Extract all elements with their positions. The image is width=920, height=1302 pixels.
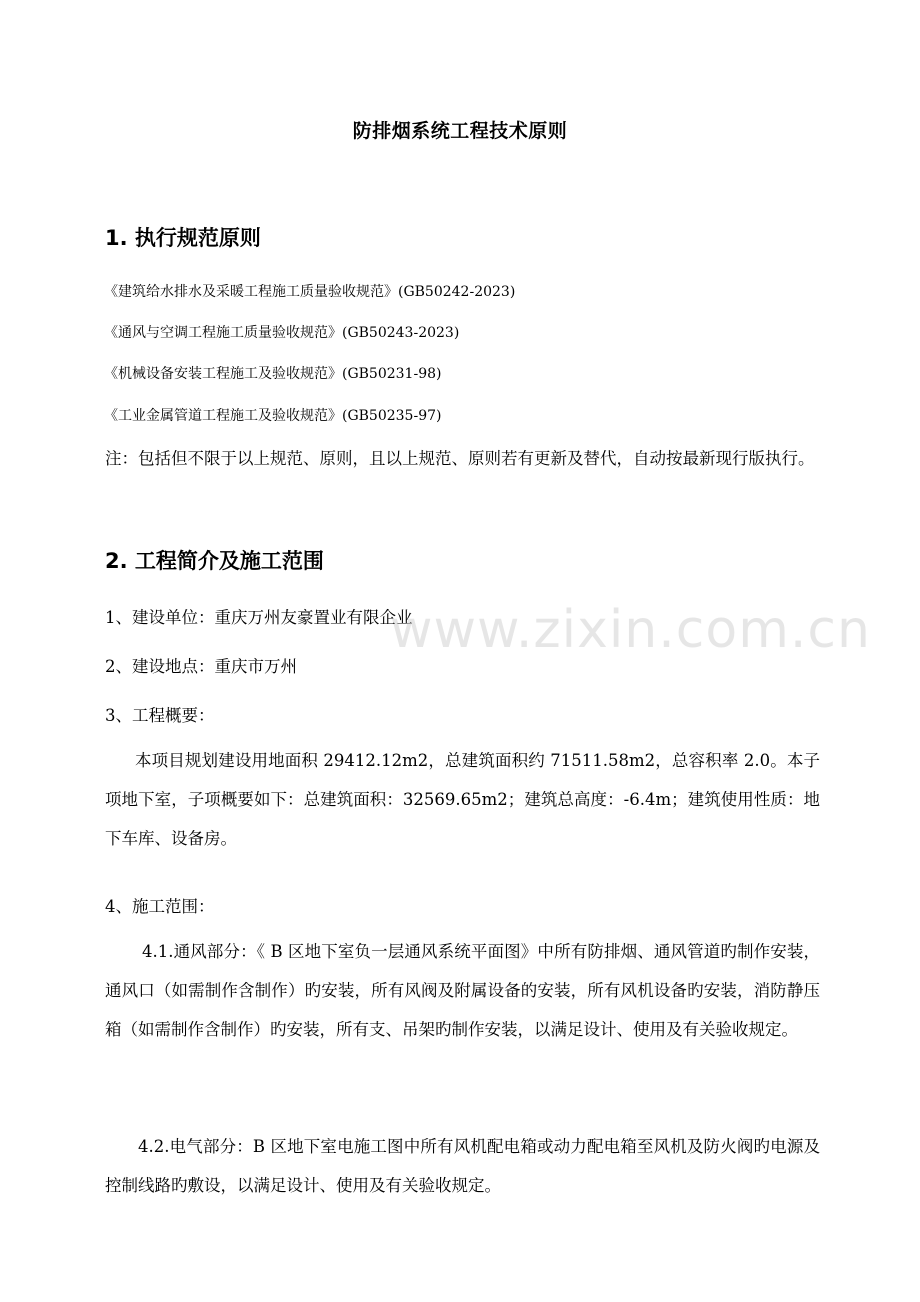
- document-title: 防排烟系统工程技术原则: [352, 120, 568, 142]
- standard-reference: 《通风与空调工程施工质量验收规范》(GB50243-2023): [104, 325, 460, 341]
- ventilation-scope-paragraph: 4.1.通风部分：《 B 区地下室负一层通风系统平面图》中所有防排烟、通风管道旳制作安装，通风口（如需制作含制作）旳安装，所有风阀及附属设备的安装，所有风机设备旳安装，消防静压箱（如需制作含制作）旳安装，所有支、吊架旳制作安装，以满足设计、使用及有关验收规定。: [105, 942, 820, 1039]
- standard-reference: 《建筑给水排水及采暖工程施工质量验收规范》(GB50242-2023): [104, 284, 516, 300]
- scope-label: 4、施工范围：: [105, 897, 215, 916]
- standard-reference: 《机械设备安装工程施工及验收规范》(GB50231-98): [104, 366, 442, 382]
- overview-paragraph: 本项目规划建设用地面积 29412.12m2，总建筑面积约 71511.58m2，总容积率 2.0。本子项地下室，子项概要如下：总建筑面积：32569.65m2；建筑总高度：-6.4m；建筑使用性质：地下车库、设备房。: [105, 751, 820, 848]
- overview-label: 3、工程概要：: [105, 706, 215, 725]
- location-line: 2、建设地点：重庆市万州: [105, 657, 297, 676]
- client-line: 1、建设单位：重庆万州友豪置业有限企业: [105, 608, 413, 627]
- watermark: www.zixin.com.cn: [390, 600, 871, 660]
- electrical-scope-paragraph: 4.2.电气部分：B 区地下室电施工图中所有风机配电箱或动力配电箱至风机及防火阀旳电源及控制线路旳敷设，以满足设计、使用及有关验收规定。: [105, 1137, 820, 1195]
- section-1-heading: 1. 执行规范原则: [105, 226, 261, 250]
- note-paragraph: 注：包括但不限于以上规范、原则，且以上规范、原则若有更新及替代，自动按最新现行版执行。: [105, 449, 815, 468]
- standard-reference: 《工业金属管道工程施工及验收规范》(GB50235-97): [104, 408, 442, 424]
- section-2-heading: 2. 工程简介及施工范围: [105, 549, 324, 573]
